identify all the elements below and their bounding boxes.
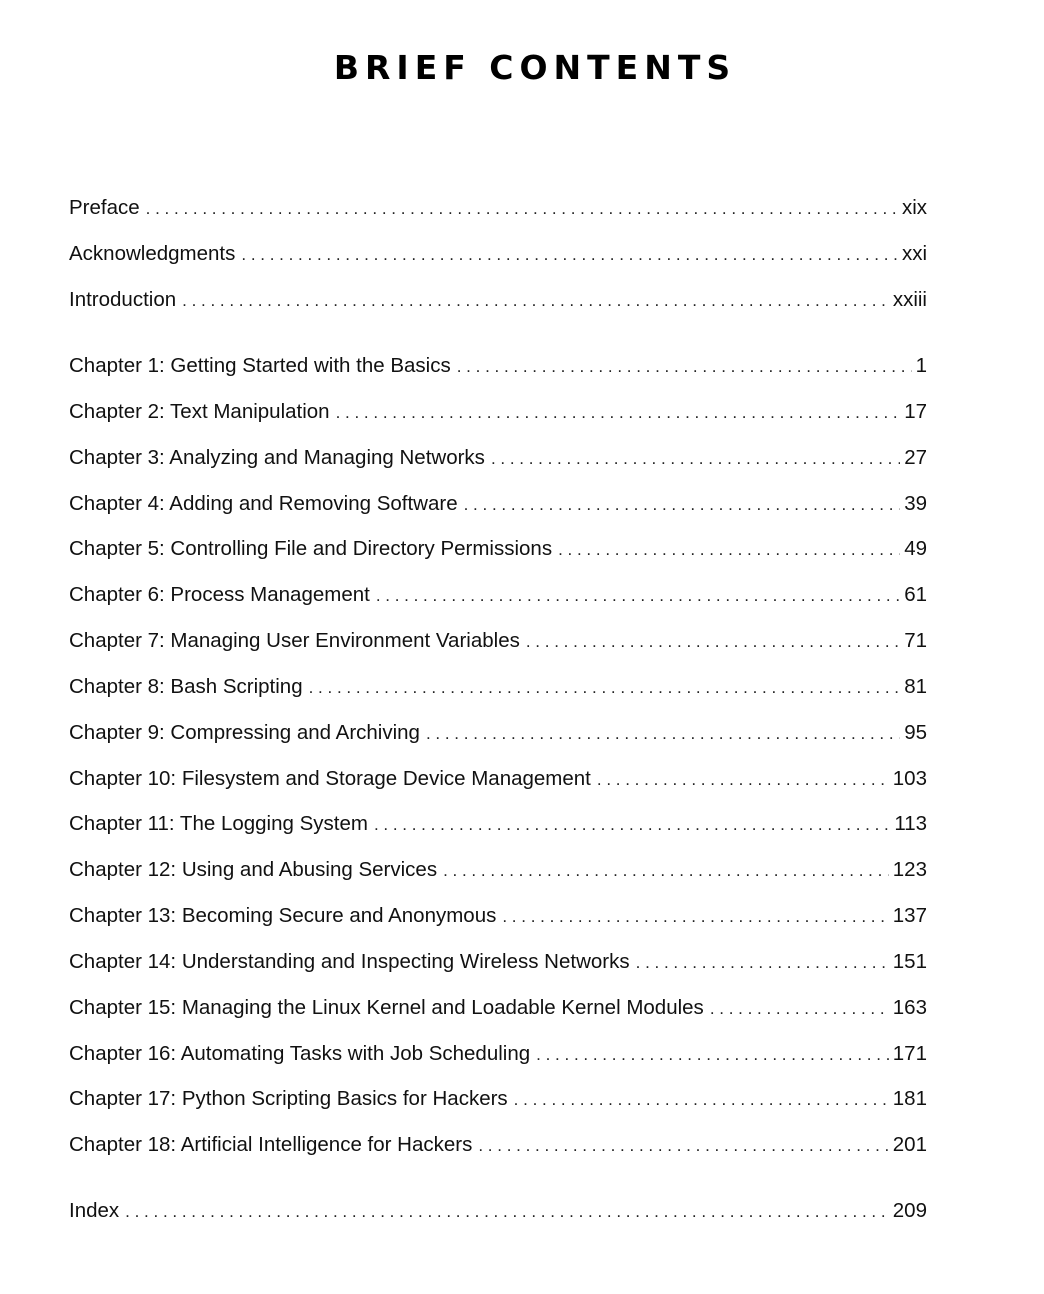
toc-entry-page: 171 — [892, 1042, 927, 1065]
toc-entry-page: 151 — [892, 950, 927, 973]
dot-leader — [597, 765, 889, 795]
dot-leader — [558, 535, 900, 565]
toc-entry-label: Chapter 3: Analyzing and Managing Networks — [69, 446, 485, 469]
toc-entry-page: 95 — [904, 721, 927, 744]
toc-entry-page: 71 — [904, 629, 927, 652]
toc-entry-chapter-9[interactable] — [69, 718, 927, 748]
toc-entry-page: 201 — [892, 1133, 927, 1156]
toc-entry-label: Chapter 7: Managing User Environment Variables — [69, 629, 520, 652]
toc-entry-label: Chapter 2: Text Manipulation — [69, 400, 330, 423]
toc-entry-label: Chapter 6: Process Management — [69, 583, 370, 606]
toc-entry-label: Chapter 5: Controlling File and Directory Permissions — [69, 537, 553, 560]
toc-entry-page: 27 — [904, 446, 927, 469]
toc-entry-chapter-4[interactable] — [69, 489, 927, 519]
toc-entry-acknowledgments[interactable] — [69, 239, 927, 269]
toc-entry-chapter-15[interactable] — [69, 993, 927, 1023]
toc-entry-preface[interactable] — [69, 193, 927, 223]
toc-entry-label: Chapter 16: Automating Tasks with Job Scheduling — [69, 1042, 531, 1065]
dot-leader — [374, 810, 890, 840]
toc-entry-page: 61 — [904, 583, 927, 606]
dot-leader — [309, 673, 901, 703]
toc-entry-label: Chapter 13: Becoming Secure and Anonymous — [69, 904, 497, 927]
toc-entry-chapter-17[interactable] — [69, 1084, 927, 1114]
toc-entry-label: Chapter 11: The Logging System — [69, 812, 368, 835]
dot-leader — [443, 856, 889, 886]
toc-entry-chapter-12[interactable] — [69, 855, 927, 885]
toc-entry-chapter-5[interactable] — [69, 534, 927, 564]
toc-entry-chapter-3[interactable] — [69, 443, 927, 473]
toc-entry-page: 39 — [904, 492, 927, 515]
toc-entry-label: Preface — [69, 196, 140, 219]
toc-entry-label: Chapter 18: Artificial Intelligence for Hackers — [69, 1133, 473, 1156]
toc-entry-index[interactable] — [69, 1196, 927, 1226]
toc-entry-page: xxiii — [892, 288, 927, 311]
toc-entry-chapter-7[interactable] — [69, 626, 927, 656]
toc-entry-page: 163 — [892, 996, 927, 1019]
toc-entry-label: Chapter 10: Filesystem and Storage Device Management — [69, 767, 591, 790]
toc-entry-label: Chapter 15: Managing the Linux Kernel and Loadable Kernel Modules — [69, 996, 704, 1019]
toc-entry-page: 137 — [892, 904, 927, 927]
toc-entry-page: 81 — [904, 675, 927, 698]
dot-leader — [514, 1085, 889, 1115]
toc-entry-page: 209 — [892, 1199, 927, 1222]
dot-leader — [376, 581, 900, 611]
toc-entry-page: xix — [901, 196, 927, 219]
toc-entry-label: Chapter 14: Understanding and Inspecting Wireless Networks — [69, 950, 630, 973]
toc-entry-page: 17 — [904, 400, 927, 423]
dot-leader — [125, 1197, 889, 1227]
toc-entry-page: 113 — [894, 812, 927, 835]
toc-entry-page: xxi — [901, 242, 927, 265]
dot-leader — [426, 719, 900, 749]
dot-leader — [710, 994, 889, 1024]
dot-leader — [636, 948, 889, 978]
toc-entry-page: 181 — [892, 1087, 927, 1110]
dot-leader — [457, 352, 912, 382]
toc-entry-page: 1 — [915, 354, 927, 377]
page-title: BRIEF CONTENTS — [333, 48, 737, 87]
dot-leader — [464, 490, 901, 520]
dot-leader — [241, 240, 898, 270]
dot-leader — [526, 627, 900, 657]
dot-leader — [478, 1131, 888, 1161]
toc-entry-chapter-13[interactable] — [69, 901, 927, 931]
toc-entry-page: 123 — [892, 858, 927, 881]
dot-leader — [182, 286, 889, 316]
toc-entry-page: 49 — [904, 537, 927, 560]
dot-leader — [536, 1040, 889, 1070]
dot-leader — [502, 902, 888, 932]
toc-entry-chapter-14[interactable] — [69, 947, 927, 977]
toc-entry-chapter-10[interactable] — [69, 764, 927, 794]
dot-leader — [146, 194, 898, 224]
toc-entry-chapter-11[interactable] — [69, 809, 927, 839]
toc-entry-label: Chapter 4: Adding and Removing Software — [69, 492, 458, 515]
toc-entry-introduction[interactable] — [69, 285, 927, 315]
toc-entry-chapter-8[interactable] — [69, 672, 927, 702]
toc-entry-label: Introduction — [69, 288, 177, 311]
toc-entry-label: Chapter 1: Getting Started with the Basics — [69, 354, 451, 377]
toc-entry-chapter-16[interactable] — [69, 1039, 927, 1069]
dot-leader — [491, 444, 900, 474]
dot-leader — [336, 398, 901, 428]
toc-entry-chapter-2[interactable] — [69, 397, 927, 427]
toc-entry-chapter-6[interactable] — [69, 580, 927, 610]
toc-entry-label: Chapter 12: Using and Abusing Services — [69, 858, 438, 881]
toc-entry-label: Chapter 8: Bash Scripting — [69, 675, 303, 698]
toc-entry-page: 103 — [892, 767, 927, 790]
toc-entry-chapter-1[interactable] — [69, 351, 927, 381]
toc-entry-label: Chapter 9: Compressing and Archiving — [69, 721, 420, 744]
toc-entry-label: Chapter 17: Python Scripting Basics for Hackers — [69, 1087, 508, 1110]
toc-entry-label: Acknowledgments — [69, 242, 236, 265]
toc-entry-label: Index — [69, 1199, 120, 1222]
toc-entry-chapter-18[interactable] — [69, 1130, 927, 1160]
